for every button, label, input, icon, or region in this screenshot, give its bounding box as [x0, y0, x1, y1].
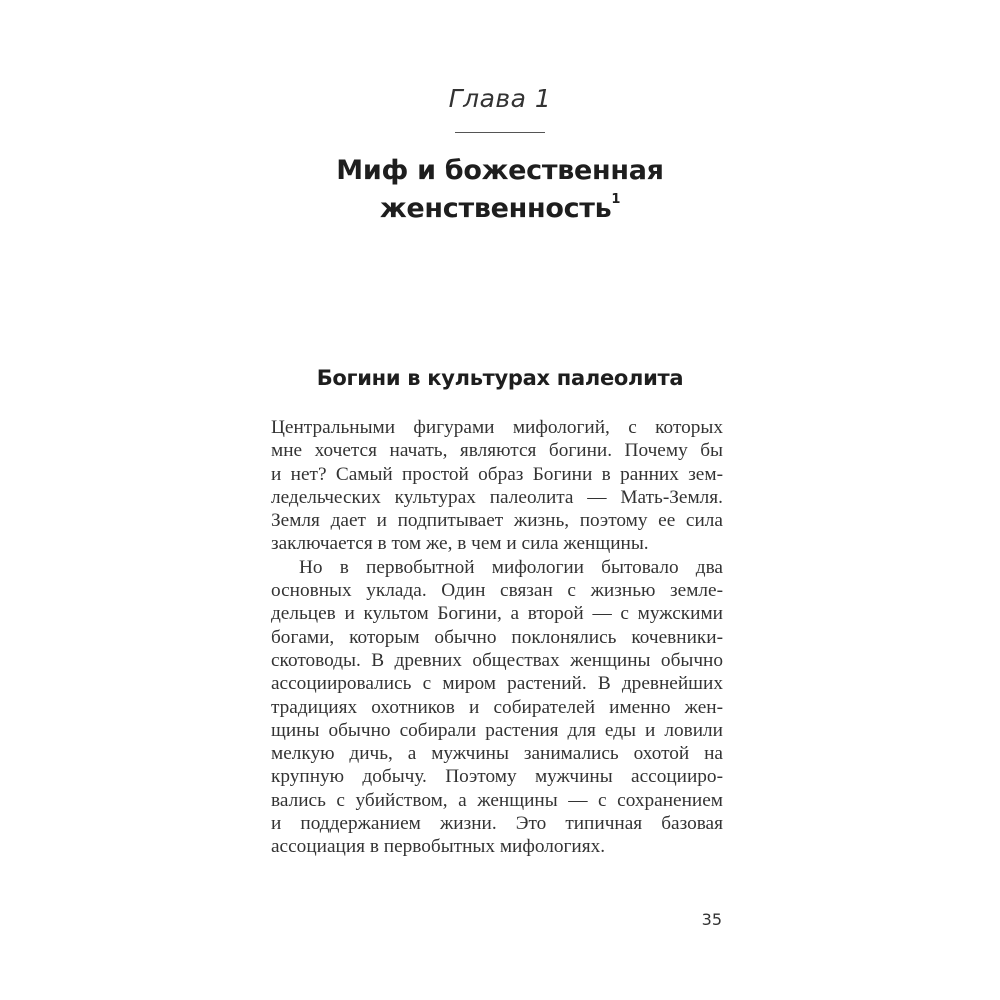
body-text	[271, 416, 723, 859]
text-line: и поддержанием жизни. Это типичная базовая	[271, 813, 723, 835]
text-line: заключается в том же, в чем и сила женщины.	[271, 533, 649, 555]
text-line: традициях охотников и собирателей именно жен-	[271, 696, 723, 718]
text-line: дельцев и культом Богини, а второй — с мужскими	[271, 603, 723, 625]
chapter-divider-rule	[455, 132, 545, 133]
text-line: щины обычно собирали растения для еды и ловили	[271, 719, 723, 741]
text-line: ассоциация в первобытных мифологиях.	[271, 836, 606, 858]
text-line: крупную добычу. Поэтому мужчины ассоцииро-	[271, 766, 723, 788]
text-line: Земля дает и подпитывает жизнь, поэтому ее сила	[271, 510, 723, 532]
section-title: Богини в культурах палеолита	[316, 366, 684, 390]
text-line: мне хочется начать, являются богини. Почему бы	[271, 440, 723, 462]
paragraph-2	[271, 556, 723, 859]
text-line: скотоводы. В древних обществах женщины обычно	[271, 649, 723, 671]
chapter-title-line-1: Миф и божественная	[336, 155, 664, 186]
footnote-mark: 1	[611, 192, 621, 207]
text-line: богами, которым обычно поклонялись кочевники-	[271, 626, 723, 648]
text-line: основных уклада. Один связан с жизнью земле-	[271, 580, 723, 602]
text-line: Центральными фигурами мифологий, с которых	[271, 417, 723, 438]
text-line: вались с убийством, а женщины — с сохранением	[271, 789, 723, 811]
text-line: мелкую дичь, а мужчины занимались охотой на	[271, 743, 723, 765]
text-line: ледельческих культурах палеолита — Мать-Земля.	[271, 486, 723, 508]
paragraph-1	[271, 416, 723, 556]
chapter-title	[0, 152, 1000, 228]
text-line: и нет? Самый простой образ Богини в ранних зем-	[271, 463, 723, 485]
text-line: Но в первобытной мифологии бытовало два	[299, 556, 723, 578]
page-number: 35	[701, 910, 722, 929]
text-line: ассоциировались с миром растений. В древнейших	[271, 673, 723, 695]
chapter-title-line-2: женственность	[379, 193, 612, 224]
chapter-label: Глава 1	[448, 84, 552, 113]
